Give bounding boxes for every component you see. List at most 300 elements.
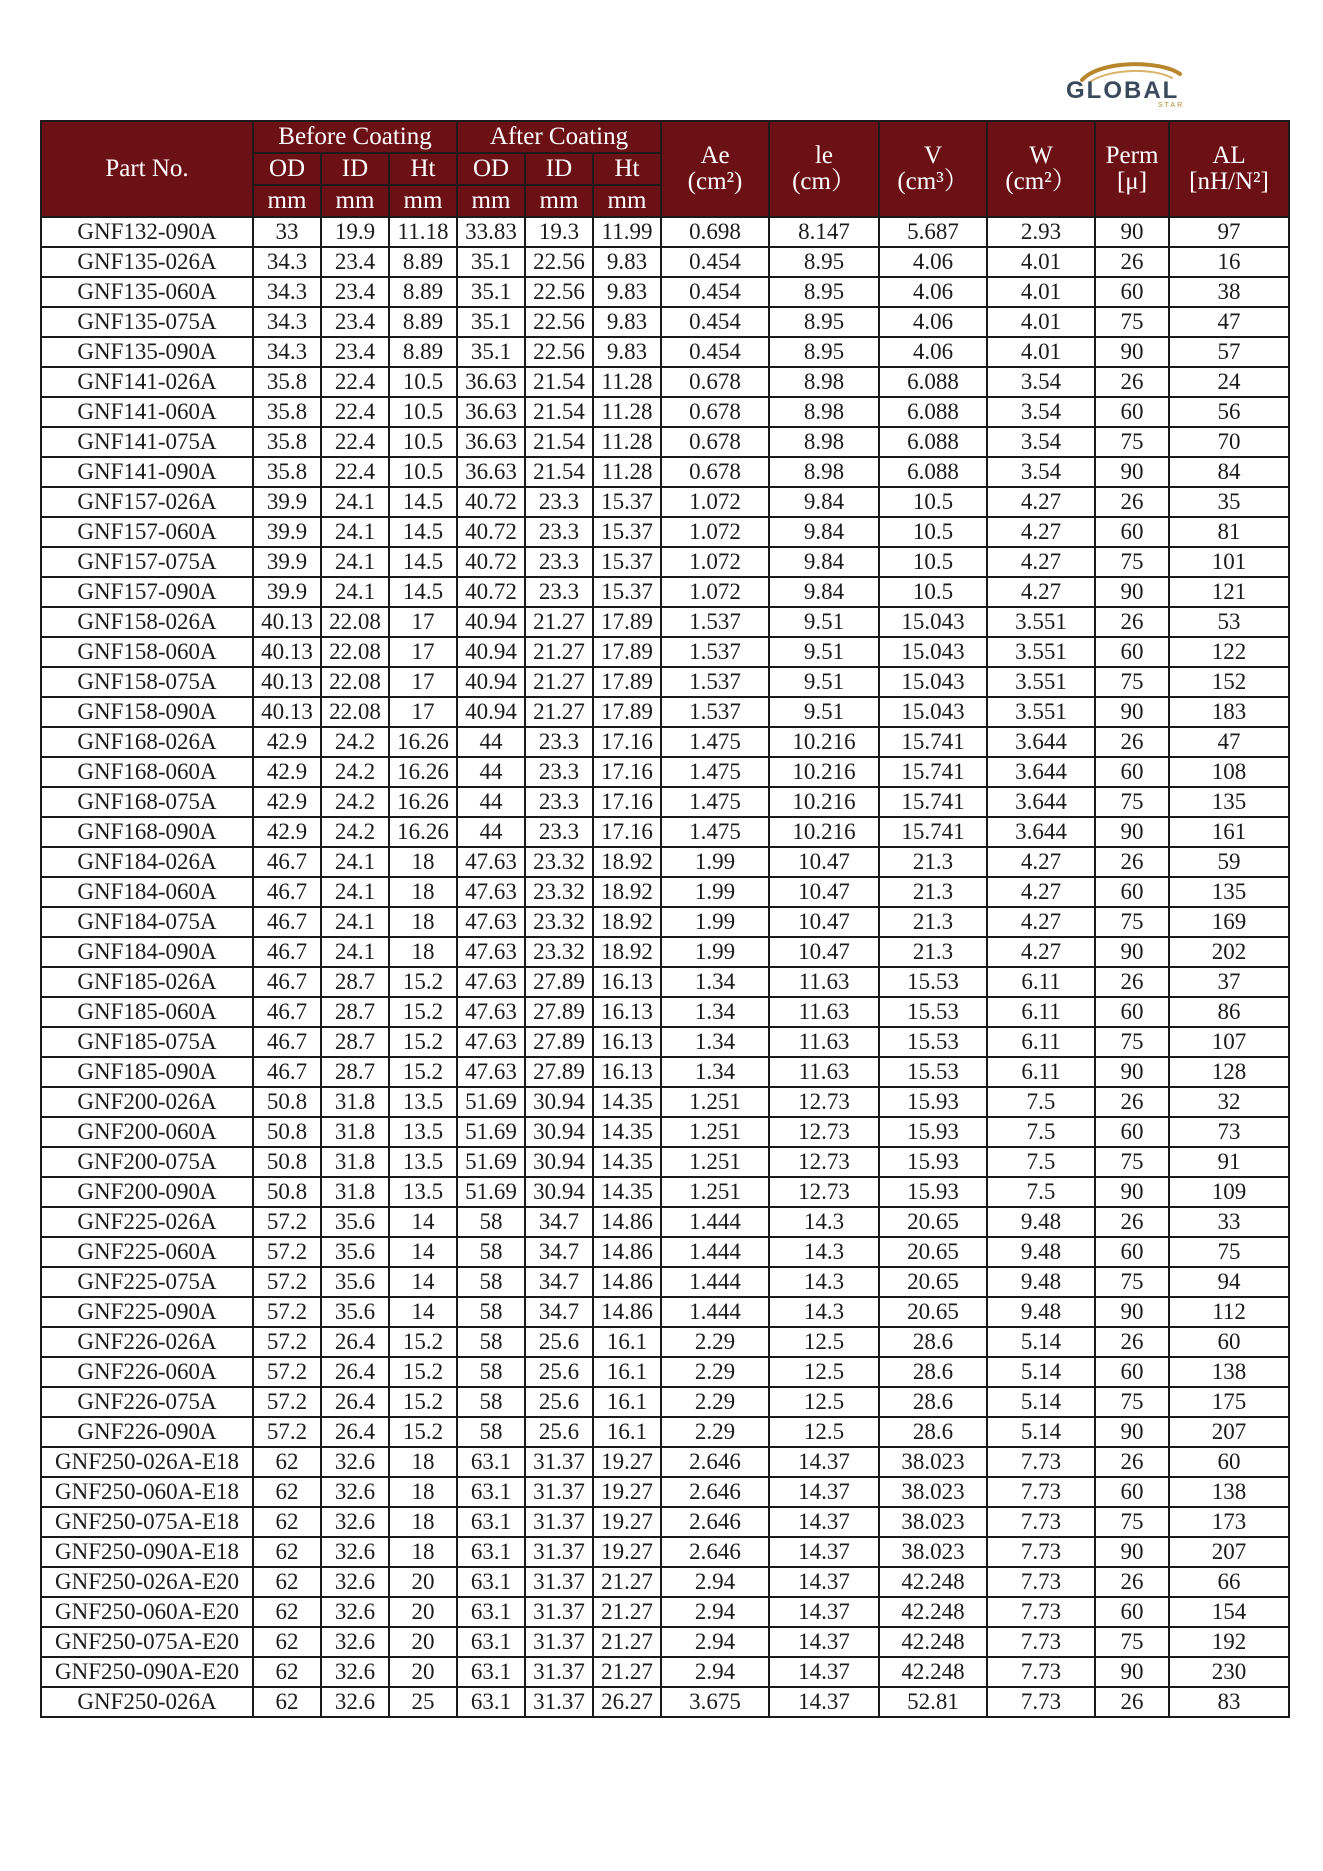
after-ht-cell: 14.35 [593, 1147, 661, 1177]
ae-cell: 1.444 [661, 1207, 769, 1237]
table-row [41, 1207, 1289, 1237]
al-cell: 57 [1169, 337, 1289, 367]
after-id-cell: 23.3 [525, 547, 593, 577]
before-id-cell: 28.7 [321, 1027, 389, 1057]
after-id-cell: 27.89 [525, 1057, 593, 1087]
v-cell: 5.687 [879, 217, 987, 247]
before-od-cell: 35.8 [253, 427, 321, 457]
ae-cell: 1.537 [661, 667, 769, 697]
after-id-cell: 21.27 [525, 607, 593, 637]
al-cell: 101 [1169, 547, 1289, 577]
before-od-cell: 62 [253, 1567, 321, 1597]
table-row [41, 487, 1289, 517]
before-ht-cell: 18 [389, 847, 457, 877]
table-row [41, 1147, 1289, 1177]
before-id-cell: 32.6 [321, 1657, 389, 1687]
al-cell: 33 [1169, 1207, 1289, 1237]
perm-cell: 90 [1095, 697, 1169, 727]
before-id-cell: 26.4 [321, 1387, 389, 1417]
ae-cell: 1.444 [661, 1297, 769, 1327]
table-row [41, 337, 1289, 367]
before-ht-cell: 15.2 [389, 997, 457, 1027]
perm-cell: 60 [1095, 1357, 1169, 1387]
after-id-cell: 31.37 [525, 1507, 593, 1537]
after-od-cell: 40.94 [457, 637, 525, 667]
before-od-cell: 42.9 [253, 817, 321, 847]
after-id-cell: 23.3 [525, 487, 593, 517]
perm-cell: 60 [1095, 397, 1169, 427]
after-od-cell: 40.94 [457, 607, 525, 637]
w-cell: 9.48 [987, 1297, 1095, 1327]
le-cell: 12.5 [769, 1387, 879, 1417]
le-cell: 10.216 [769, 817, 879, 847]
before-ht-cell: 15.2 [389, 1387, 457, 1417]
le-cell: 14.37 [769, 1627, 879, 1657]
after-id-cell: 21.54 [525, 457, 593, 487]
ae-cell: 1.072 [661, 547, 769, 577]
before-ht-cell: 14.5 [389, 487, 457, 517]
part-no-cell: GNF250-026A [41, 1687, 253, 1717]
al-cell: 75 [1169, 1237, 1289, 1267]
before-od-cell: 39.9 [253, 547, 321, 577]
before-id-cell: 23.4 [321, 307, 389, 337]
part-no-cell: GNF185-060A [41, 997, 253, 1027]
ae-cell: 1.251 [661, 1117, 769, 1147]
after-od-cell: 63.1 [457, 1447, 525, 1477]
before-id-cell: 19.9 [321, 217, 389, 247]
perm-cell: 26 [1095, 1087, 1169, 1117]
before-ht-cell: 14 [389, 1207, 457, 1237]
before-id-cell: 22.08 [321, 697, 389, 727]
perm-cell: 90 [1095, 457, 1169, 487]
le-cell: 12.5 [769, 1417, 879, 1447]
ae-cell: 1.34 [661, 1057, 769, 1087]
part-no-cell: GNF226-075A [41, 1387, 253, 1417]
al-cell: 60 [1169, 1327, 1289, 1357]
before-id-cell: 24.1 [321, 577, 389, 607]
al-cell: 56 [1169, 397, 1289, 427]
w-cell: 5.14 [987, 1327, 1095, 1357]
header-after-ht: Ht [593, 153, 661, 185]
table-row [41, 847, 1289, 877]
part-no-cell: GNF250-026A-E20 [41, 1567, 253, 1597]
after-od-cell: 40.72 [457, 577, 525, 607]
v-cell: 15.741 [879, 727, 987, 757]
table-row [41, 637, 1289, 667]
after-od-cell: 63.1 [457, 1537, 525, 1567]
before-od-cell: 34.3 [253, 247, 321, 277]
part-no-cell: GNF158-075A [41, 667, 253, 697]
v-cell: 38.023 [879, 1507, 987, 1537]
al-cell: 94 [1169, 1267, 1289, 1297]
before-od-cell: 62 [253, 1657, 321, 1687]
after-od-cell: 44 [457, 757, 525, 787]
before-od-cell: 57.2 [253, 1267, 321, 1297]
w-cell: 4.27 [987, 847, 1095, 877]
logo-swoosh-icon [1040, 58, 1220, 108]
after-od-cell: 36.63 [457, 397, 525, 427]
le-cell: 14.3 [769, 1267, 879, 1297]
v-cell: 38.023 [879, 1537, 987, 1567]
ae-cell: 2.29 [661, 1357, 769, 1387]
after-id-cell: 23.32 [525, 907, 593, 937]
table-row [41, 1507, 1289, 1537]
perm-cell: 75 [1095, 907, 1169, 937]
after-ht-cell: 11.99 [593, 217, 661, 247]
after-ht-cell: 21.27 [593, 1567, 661, 1597]
header-before-ht: Ht [389, 153, 457, 185]
before-od-cell: 35.8 [253, 457, 321, 487]
before-ht-cell: 8.89 [389, 337, 457, 367]
part-no-cell: GNF250-060A-E20 [41, 1597, 253, 1627]
al-cell: 38 [1169, 277, 1289, 307]
v-cell: 6.088 [879, 457, 987, 487]
before-od-cell: 57.2 [253, 1237, 321, 1267]
w-cell: 3.54 [987, 457, 1095, 487]
v-cell: 4.06 [879, 307, 987, 337]
before-ht-cell: 15.2 [389, 1027, 457, 1057]
after-od-cell: 35.1 [457, 337, 525, 367]
after-ht-cell: 18.92 [593, 877, 661, 907]
ae-cell: 1.475 [661, 757, 769, 787]
w-cell: 3.644 [987, 787, 1095, 817]
before-ht-cell: 18 [389, 1477, 457, 1507]
header-perm [1095, 121, 1169, 217]
le-cell: 11.63 [769, 1057, 879, 1087]
part-no-cell: GNF184-075A [41, 907, 253, 937]
ae-cell: 2.94 [661, 1627, 769, 1657]
al-cell: 112 [1169, 1297, 1289, 1327]
after-id-cell: 31.37 [525, 1477, 593, 1507]
after-ht-cell: 17.89 [593, 607, 661, 637]
after-ht-cell: 15.37 [593, 547, 661, 577]
header-al-label: AL [1212, 141, 1246, 169]
al-cell: 47 [1169, 727, 1289, 757]
after-od-cell: 40.72 [457, 547, 525, 577]
le-cell: 12.73 [769, 1177, 879, 1207]
header-before-coating: Before Coating [253, 121, 457, 153]
before-id-cell: 32.6 [321, 1687, 389, 1717]
w-cell: 5.14 [987, 1387, 1095, 1417]
table-row [41, 277, 1289, 307]
after-ht-cell: 26.27 [593, 1687, 661, 1717]
before-od-cell: 42.9 [253, 727, 321, 757]
before-od-cell: 39.9 [253, 517, 321, 547]
before-od-cell: 50.8 [253, 1117, 321, 1147]
w-cell: 7.5 [987, 1087, 1095, 1117]
le-cell: 12.5 [769, 1327, 879, 1357]
le-cell: 10.216 [769, 787, 879, 817]
before-id-cell: 32.6 [321, 1447, 389, 1477]
w-cell: 3.54 [987, 367, 1095, 397]
w-cell: 6.11 [987, 967, 1095, 997]
part-no-cell: GNF250-026A-E18 [41, 1447, 253, 1477]
al-cell: 91 [1169, 1147, 1289, 1177]
header-before-id: ID [321, 153, 389, 185]
header-part-no: Part No. [41, 121, 253, 217]
after-od-cell: 51.69 [457, 1147, 525, 1177]
after-ht-cell: 14.86 [593, 1297, 661, 1327]
al-cell: 202 [1169, 937, 1289, 967]
after-ht-cell: 19.27 [593, 1477, 661, 1507]
le-cell: 14.37 [769, 1597, 879, 1627]
after-ht-cell: 16.13 [593, 1027, 661, 1057]
le-cell: 10.47 [769, 877, 879, 907]
ae-cell: 2.94 [661, 1597, 769, 1627]
part-no-cell: GNF185-090A [41, 1057, 253, 1087]
v-cell: 10.5 [879, 577, 987, 607]
al-cell: 83 [1169, 1687, 1289, 1717]
part-no-cell: GNF226-090A [41, 1417, 253, 1447]
le-cell: 9.51 [769, 697, 879, 727]
perm-cell: 75 [1095, 1147, 1169, 1177]
logo-main-text: GLOBAL [1066, 77, 1180, 104]
part-no-cell: GNF141-026A [41, 367, 253, 397]
before-od-cell: 57.2 [253, 1357, 321, 1387]
al-cell: 16 [1169, 247, 1289, 277]
w-cell: 6.11 [987, 1027, 1095, 1057]
before-ht-cell: 18 [389, 1447, 457, 1477]
w-cell: 3.551 [987, 697, 1095, 727]
after-ht-cell: 17.16 [593, 787, 661, 817]
al-cell: 154 [1169, 1597, 1289, 1627]
le-cell: 11.63 [769, 967, 879, 997]
ae-cell: 0.678 [661, 397, 769, 427]
after-ht-cell: 14.35 [593, 1117, 661, 1147]
before-ht-cell: 20 [389, 1597, 457, 1627]
before-ht-cell: 16.26 [389, 727, 457, 757]
table-row [41, 997, 1289, 1027]
v-cell: 15.53 [879, 997, 987, 1027]
before-od-cell: 46.7 [253, 847, 321, 877]
al-cell: 37 [1169, 967, 1289, 997]
w-cell: 9.48 [987, 1237, 1095, 1267]
before-id-cell: 23.4 [321, 247, 389, 277]
ae-cell: 1.537 [661, 607, 769, 637]
ae-cell: 1.072 [661, 487, 769, 517]
after-ht-cell: 11.28 [593, 397, 661, 427]
al-cell: 175 [1169, 1387, 1289, 1417]
after-od-cell: 47.63 [457, 847, 525, 877]
perm-cell: 90 [1095, 1177, 1169, 1207]
perm-cell: 60 [1095, 517, 1169, 547]
header-v-label: V [923, 141, 943, 169]
ae-cell: 1.251 [661, 1177, 769, 1207]
part-no-cell: GNF157-075A [41, 547, 253, 577]
ae-cell: 2.94 [661, 1567, 769, 1597]
before-od-cell: 46.7 [253, 907, 321, 937]
table-header [41, 121, 1289, 217]
le-cell: 8.98 [769, 427, 879, 457]
ae-cell: 1.34 [661, 997, 769, 1027]
w-cell: 6.11 [987, 1057, 1095, 1087]
perm-cell: 75 [1095, 667, 1169, 697]
perm-cell: 90 [1095, 577, 1169, 607]
v-cell: 6.088 [879, 397, 987, 427]
before-ht-cell: 20 [389, 1657, 457, 1687]
part-no-cell: GNF168-060A [41, 757, 253, 787]
ae-cell: 0.454 [661, 337, 769, 367]
before-id-cell: 32.6 [321, 1537, 389, 1567]
after-ht-cell: 14.86 [593, 1237, 661, 1267]
before-id-cell: 31.8 [321, 1147, 389, 1177]
part-no-cell: GNF135-090A [41, 337, 253, 367]
perm-cell: 90 [1095, 1297, 1169, 1327]
al-cell: 173 [1169, 1507, 1289, 1537]
before-ht-cell: 15.2 [389, 967, 457, 997]
w-cell: 4.27 [987, 937, 1095, 967]
le-cell: 10.47 [769, 937, 879, 967]
al-cell: 128 [1169, 1057, 1289, 1087]
after-id-cell: 27.89 [525, 967, 593, 997]
before-id-cell: 32.6 [321, 1567, 389, 1597]
v-cell: 15.043 [879, 697, 987, 727]
after-ht-cell: 16.13 [593, 997, 661, 1027]
al-cell: 32 [1169, 1087, 1289, 1117]
v-cell: 21.3 [879, 877, 987, 907]
after-ht-cell: 16.13 [593, 1057, 661, 1087]
after-id-cell: 31.37 [525, 1537, 593, 1567]
perm-cell: 26 [1095, 1447, 1169, 1477]
perm-cell: 60 [1095, 1237, 1169, 1267]
al-cell: 35 [1169, 487, 1289, 517]
after-id-cell: 21.27 [525, 697, 593, 727]
before-od-cell: 57.2 [253, 1297, 321, 1327]
w-cell: 3.644 [987, 727, 1095, 757]
before-id-cell: 24.2 [321, 817, 389, 847]
al-cell: 207 [1169, 1417, 1289, 1447]
le-cell: 8.147 [769, 217, 879, 247]
w-cell: 3.54 [987, 397, 1095, 427]
v-cell: 38.023 [879, 1477, 987, 1507]
perm-cell: 60 [1095, 1117, 1169, 1147]
w-cell: 5.14 [987, 1417, 1095, 1447]
before-od-cell: 35.8 [253, 367, 321, 397]
after-od-cell: 47.63 [457, 1027, 525, 1057]
v-cell: 38.023 [879, 1447, 987, 1477]
ae-cell: 1.537 [661, 697, 769, 727]
before-ht-cell: 14 [389, 1297, 457, 1327]
w-cell: 4.27 [987, 577, 1095, 607]
w-cell: 3.644 [987, 757, 1095, 787]
before-id-cell: 23.4 [321, 277, 389, 307]
ae-cell: 1.99 [661, 877, 769, 907]
al-cell: 109 [1169, 1177, 1289, 1207]
w-cell: 7.5 [987, 1117, 1095, 1147]
logo-sub-text: STAR [1158, 102, 1185, 108]
before-od-cell: 40.13 [253, 607, 321, 637]
after-od-cell: 40.72 [457, 517, 525, 547]
after-ht-cell: 11.28 [593, 367, 661, 397]
after-id-cell: 34.7 [525, 1207, 593, 1237]
before-od-cell: 46.7 [253, 937, 321, 967]
after-od-cell: 51.69 [457, 1087, 525, 1117]
part-no-cell: GNF185-075A [41, 1027, 253, 1057]
after-id-cell: 25.6 [525, 1417, 593, 1447]
ae-cell: 1.34 [661, 967, 769, 997]
table-row [41, 1627, 1289, 1657]
al-cell: 70 [1169, 427, 1289, 457]
header-unit-mm: mm [593, 185, 661, 217]
w-cell: 5.14 [987, 1357, 1095, 1387]
ae-cell: 1.251 [661, 1147, 769, 1177]
perm-cell: 26 [1095, 727, 1169, 757]
table-row [41, 1687, 1289, 1717]
ae-cell: 0.678 [661, 457, 769, 487]
perm-cell: 75 [1095, 787, 1169, 817]
after-od-cell: 63.1 [457, 1597, 525, 1627]
perm-cell: 26 [1095, 847, 1169, 877]
after-id-cell: 23.32 [525, 937, 593, 967]
after-ht-cell: 9.83 [593, 277, 661, 307]
table-row [41, 247, 1289, 277]
le-cell: 10.47 [769, 907, 879, 937]
w-cell: 4.01 [987, 277, 1095, 307]
ae-cell: 2.94 [661, 1657, 769, 1687]
header-before-od: OD [253, 153, 321, 185]
le-cell: 8.98 [769, 367, 879, 397]
ae-cell: 2.29 [661, 1327, 769, 1357]
v-cell: 15.53 [879, 1057, 987, 1087]
before-od-cell: 62 [253, 1597, 321, 1627]
v-cell: 21.3 [879, 907, 987, 937]
v-cell: 28.6 [879, 1357, 987, 1387]
part-no-cell: GNF250-060A-E18 [41, 1477, 253, 1507]
le-cell: 9.84 [769, 487, 879, 517]
table-row [41, 367, 1289, 397]
after-ht-cell: 15.37 [593, 517, 661, 547]
after-ht-cell: 15.37 [593, 487, 661, 517]
part-no-cell: GNF184-060A [41, 877, 253, 907]
table-row [41, 1057, 1289, 1087]
before-od-cell: 62 [253, 1447, 321, 1477]
w-cell: 4.27 [987, 877, 1095, 907]
table-row [41, 607, 1289, 637]
after-od-cell: 47.63 [457, 907, 525, 937]
before-id-cell: 24.1 [321, 877, 389, 907]
header-unit-mm: mm [389, 185, 457, 217]
before-od-cell: 62 [253, 1477, 321, 1507]
after-id-cell: 22.56 [525, 307, 593, 337]
after-id-cell: 30.94 [525, 1177, 593, 1207]
table-row [41, 577, 1289, 607]
v-cell: 15.93 [879, 1087, 987, 1117]
w-cell: 4.27 [987, 517, 1095, 547]
before-ht-cell: 10.5 [389, 427, 457, 457]
v-cell: 15.043 [879, 667, 987, 697]
part-no-cell: GNF158-090A [41, 697, 253, 727]
v-cell: 20.65 [879, 1267, 987, 1297]
header-unit-mm: mm [253, 185, 321, 217]
after-id-cell: 34.7 [525, 1267, 593, 1297]
ae-cell: 2.646 [661, 1447, 769, 1477]
w-cell: 4.01 [987, 307, 1095, 337]
header-ae-unit: (cm²) [687, 168, 743, 195]
after-ht-cell: 17.89 [593, 637, 661, 667]
table-body [41, 217, 1289, 1717]
perm-cell: 75 [1095, 427, 1169, 457]
al-cell: 169 [1169, 907, 1289, 937]
before-id-cell: 24.1 [321, 907, 389, 937]
after-od-cell: 44 [457, 787, 525, 817]
after-id-cell: 19.3 [525, 217, 593, 247]
after-od-cell: 63.1 [457, 1477, 525, 1507]
le-cell: 10.47 [769, 847, 879, 877]
before-ht-cell: 13.5 [389, 1087, 457, 1117]
part-no-cell: GNF141-090A [41, 457, 253, 487]
header-unit-mm: mm [321, 185, 389, 217]
table-row [41, 1027, 1289, 1057]
